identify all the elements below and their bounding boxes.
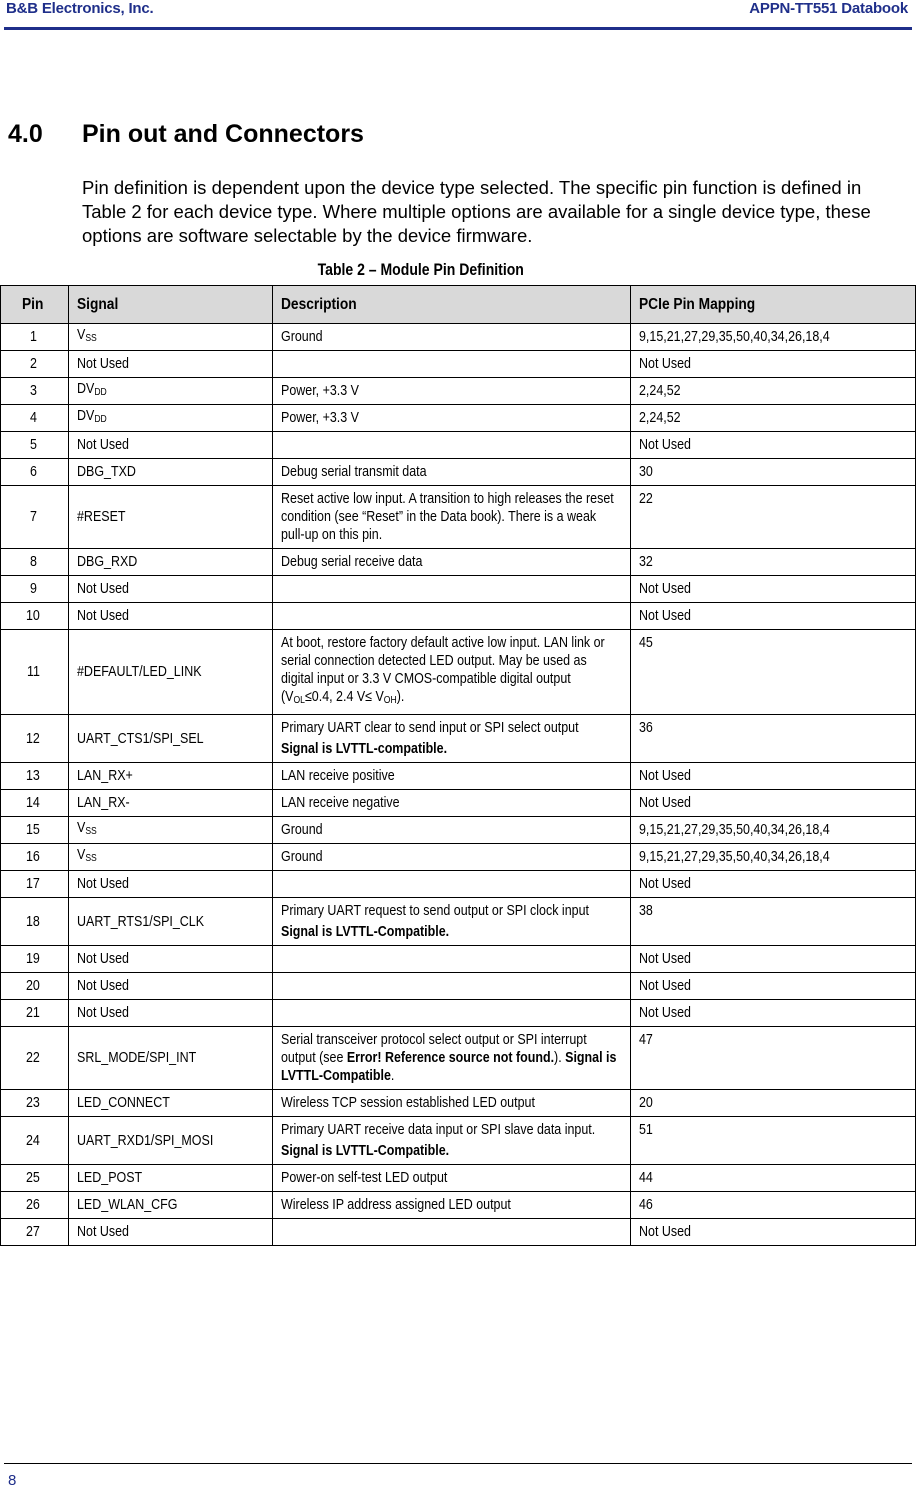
pcie-cell: 22	[631, 486, 916, 549]
signal-cell: LED_CONNECT	[69, 1090, 273, 1117]
header-description: Description	[273, 286, 631, 324]
pin-cell: 22	[1, 1027, 69, 1090]
pcie-cell: Not Used	[631, 871, 916, 898]
table-row	[1, 324, 916, 351]
table-row	[1, 405, 916, 432]
description-cell	[273, 603, 631, 630]
table-row	[1, 603, 916, 630]
pin-cell: 21	[1, 1000, 69, 1027]
table-row	[1, 763, 916, 790]
intro-paragraph: Pin definition is dependent upon the device type selected. The specific pin function is defined in Table 2 for each device type. Where multiple options are available for a single device type, these options are software selectable by the device firmware.	[82, 177, 871, 246]
signal-cell: #DEFAULT/LED_LINK	[69, 630, 273, 715]
header-signal: Signal	[69, 286, 273, 324]
pcie-cell: 9,15,21,27,29,35,50,40,34,26,18,4	[631, 324, 916, 351]
pcie-cell: 20	[631, 1090, 916, 1117]
header-pin: Pin	[1, 286, 69, 324]
description-cell	[273, 351, 631, 378]
page-number: 8	[8, 1472, 17, 1489]
table-row	[1, 1000, 916, 1027]
description-cell	[273, 432, 631, 459]
signal-cell: UART_CTS1/SPI_SEL	[69, 715, 273, 763]
lvttl-note: Signal is LVTTL-Compatible.	[281, 1143, 450, 1159]
lvttl-note: Signal is LVTTL-Compatible.	[281, 924, 450, 940]
table-row	[1, 351, 916, 378]
document-title: APPN-TT551 Databook	[749, 0, 908, 17]
signal-cell: Not Used	[69, 973, 273, 1000]
pcie-cell: Not Used	[631, 763, 916, 790]
pin-cell: 26	[1, 1192, 69, 1219]
pcie-cell: 45	[631, 630, 916, 715]
pcie-cell: 32	[631, 549, 916, 576]
signal-cell: Not Used	[69, 603, 273, 630]
description-cell: Primary UART request to send output or SPI clock input Signal is LVTTL-Compatible.	[273, 898, 631, 946]
pin-cell: 23	[1, 1090, 69, 1117]
pcie-cell: 30	[631, 459, 916, 486]
signal-cell: Not Used	[69, 432, 273, 459]
description-cell: At boot, restore factory default active low input. LAN link or serial connection detected LED output. May be used as digital input or 3.3 V CMOS-compatible digital output ($V_{OL}\le 0.4$, 2.4 $V\le V_{OH}$).	[273, 630, 631, 715]
pcie-cell: Not Used	[631, 576, 916, 603]
table-row	[1, 1117, 916, 1165]
description-cell: LAN receive negative	[273, 790, 631, 817]
pin-definition-table	[0, 285, 916, 1246]
description-cell: Ground	[273, 817, 631, 844]
pin-cell: 19	[1, 946, 69, 973]
pcie-cell: 9,15,21,27,29,35,50,40,34,26,18,4	[631, 817, 916, 844]
table-row	[1, 715, 916, 763]
pcie-cell: 2,24,52	[631, 378, 916, 405]
pin-cell: 20	[1, 973, 69, 1000]
table-row	[1, 432, 916, 459]
table-row	[1, 459, 916, 486]
table-row	[1, 576, 916, 603]
description-cell: Power, +3.3 V	[273, 378, 631, 405]
footer-rule	[4, 1463, 912, 1464]
signal-cell: LED_POST	[69, 1165, 273, 1192]
table-row	[1, 898, 916, 946]
company-name: B&B Electronics, Inc.	[6, 0, 154, 17]
pcie-cell: 38	[631, 898, 916, 946]
table-row	[1, 790, 916, 817]
header-rule	[4, 27, 912, 30]
pin-cell: 27	[1, 1219, 69, 1246]
description-cell: Debug serial receive data	[273, 549, 631, 576]
description-cell	[273, 1000, 631, 1027]
description-cell: Power, +3.3 V	[273, 405, 631, 432]
description-cell	[273, 1219, 631, 1246]
pin-cell: 12	[1, 715, 69, 763]
table-header-row	[1, 286, 916, 324]
signal-cell: Not Used	[69, 871, 273, 898]
pin-cell: 10	[1, 603, 69, 630]
signal-cell: Not Used	[69, 946, 273, 973]
description-cell	[273, 973, 631, 1000]
signal-cell: $DV_{DD}$	[69, 405, 273, 432]
signal-cell: UART_RXD1/SPI_MOSI	[69, 1117, 273, 1165]
error-reference: Error! Reference source not found.	[346, 1050, 555, 1066]
section-title: Pin out and Connectors	[82, 120, 364, 148]
pin-cell: 8	[1, 549, 69, 576]
description-cell: Wireless TCP session established LED output	[273, 1090, 631, 1117]
pcie-cell: 46	[631, 1192, 916, 1219]
header-pcie: PCIe Pin Mapping	[631, 286, 916, 324]
pin-cell: 24	[1, 1117, 69, 1165]
pin-cell: 6	[1, 459, 69, 486]
pcie-cell: 51	[631, 1117, 916, 1165]
signal-cell: Not Used	[69, 1000, 273, 1027]
signal-cell: DBG_RXD	[69, 549, 273, 576]
pin-cell: 3	[1, 378, 69, 405]
pcie-cell: 2,24,52	[631, 405, 916, 432]
description-cell	[273, 871, 631, 898]
description-cell: Wireless IP address assigned LED output	[273, 1192, 631, 1219]
pin-cell: 17	[1, 871, 69, 898]
table-row	[1, 486, 916, 549]
lvttl-note: Signal is LVTTL-Compatible	[281, 1050, 617, 1084]
pcie-cell: Not Used	[631, 432, 916, 459]
pin-cell: 15	[1, 817, 69, 844]
signal-cell: Not Used	[69, 576, 273, 603]
signal-cell: LAN_RX+	[69, 763, 273, 790]
description-cell: Primary UART receive data input or SPI slave data input. Signal is LVTTL-Compatible.	[273, 1117, 631, 1165]
table-row	[1, 946, 916, 973]
pin-cell: 9	[1, 576, 69, 603]
signal-cell: $DV_{DD}$	[69, 378, 273, 405]
pin-cell: 1	[1, 324, 69, 351]
table-row	[1, 844, 916, 871]
pcie-cell: Not Used	[631, 946, 916, 973]
signal-cell: Not Used	[69, 351, 273, 378]
pcie-cell: Not Used	[631, 1000, 916, 1027]
pin-cell: 16	[1, 844, 69, 871]
table-row	[1, 1165, 916, 1192]
table-row	[1, 1090, 916, 1117]
signal-cell: DBG_TXD	[69, 459, 273, 486]
pcie-cell: 9,15,21,27,29,35,50,40,34,26,18,4	[631, 844, 916, 871]
pin-cell: 18	[1, 898, 69, 946]
pcie-cell: Not Used	[631, 790, 916, 817]
signal-cell: #RESET	[69, 486, 273, 549]
description-cell: Serial transceiver protocol select output or SPI interrupt output (see Error! Reference source not found.). Signal is LVTTL-Compatible.	[273, 1027, 631, 1090]
table-row	[1, 871, 916, 898]
table-row	[1, 1219, 916, 1246]
description-cell: Primary UART clear to send input or SPI select output Signal is LVTTL-compatible.	[273, 715, 631, 763]
signal-cell: LED_WLAN_CFG	[69, 1192, 273, 1219]
table-row	[1, 1027, 916, 1090]
lvttl-note: Signal is LVTTL-compatible.	[281, 741, 448, 757]
section-number: 4.0	[8, 120, 43, 148]
pin-cell: 25	[1, 1165, 69, 1192]
signal-cell: SRL_MODE/SPI_INT	[69, 1027, 273, 1090]
signal-cell: $V_{SS}$	[69, 324, 273, 351]
description-cell: LAN receive positive	[273, 763, 631, 790]
table-row	[1, 1192, 916, 1219]
table-row	[1, 549, 916, 576]
signal-cell: LAN_RX-	[69, 790, 273, 817]
description-cell	[273, 576, 631, 603]
description-cell	[273, 946, 631, 973]
pcie-cell: Not Used	[631, 603, 916, 630]
pin-cell: 11	[1, 630, 69, 715]
pin-cell: 7	[1, 486, 69, 549]
signal-cell: $V_{SS}$	[69, 817, 273, 844]
table-caption: Table 2 – Module Pin Definition	[317, 261, 524, 279]
table-row	[1, 378, 916, 405]
pcie-cell: 36	[631, 715, 916, 763]
pin-cell: 5	[1, 432, 69, 459]
pin-cell: 4	[1, 405, 69, 432]
pin-cell: 14	[1, 790, 69, 817]
description-cell: Power-on self-test LED output	[273, 1165, 631, 1192]
pcie-cell: Not Used	[631, 351, 916, 378]
pcie-cell: 47	[631, 1027, 916, 1090]
description-cell: Ground	[273, 844, 631, 871]
description-cell: Debug serial transmit data	[273, 459, 631, 486]
table-row	[1, 973, 916, 1000]
table-row	[1, 630, 916, 715]
signal-cell: UART_RTS1/SPI_CLK	[69, 898, 273, 946]
pin-cell: 13	[1, 763, 69, 790]
pcie-cell: Not Used	[631, 973, 916, 1000]
pcie-cell: 44	[631, 1165, 916, 1192]
description-cell: Ground	[273, 324, 631, 351]
pcie-cell: Not Used	[631, 1219, 916, 1246]
table-row	[1, 817, 916, 844]
signal-cell: Not Used	[69, 1219, 273, 1246]
pin-cell: 2	[1, 351, 69, 378]
signal-cell: $V_{SS}$	[69, 844, 273, 871]
description-cell: Reset active low input. A transition to high releases the reset condition (see “Reset” in the Data book). There is a weak pull-up on this pin.	[273, 486, 631, 549]
